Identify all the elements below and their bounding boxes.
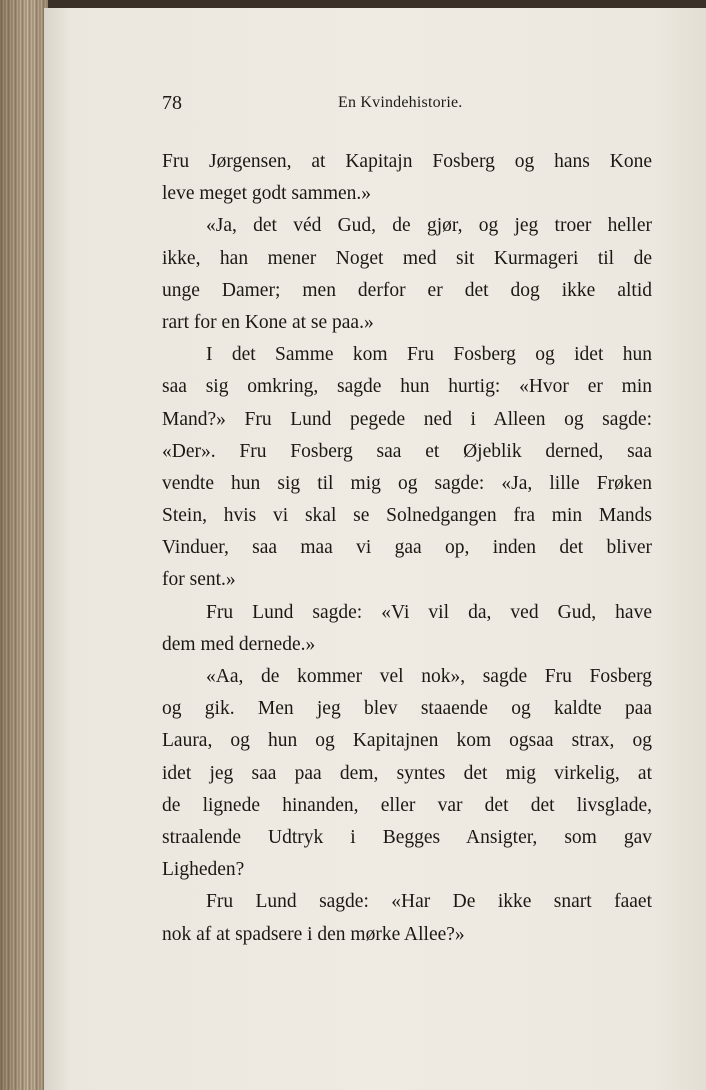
running-head: En Kvindehistorie. <box>338 94 463 111</box>
text-line: dem med dernede.» <box>162 633 316 655</box>
text-line: leve meget godt sammen.» <box>162 183 372 205</box>
book-page-edges-shading <box>0 0 48 1090</box>
text-line: rart for en Kone at se paa.» <box>162 311 374 333</box>
text-line: Stein, hvis vi skal se Solnedgangen fra min Mands <box>162 505 652 527</box>
text-line: Laura, og hun og Kapitajnen kom ogsaa strax, og <box>162 730 652 752</box>
text-line: saa sig omkring, sagde hun hurtig: «Hvor er min <box>162 376 652 398</box>
text-line: straalende Udtryk i Begges Ansigter, som gav <box>162 826 652 848</box>
text-line: Mand?» Fru Lund pegede ned i Alleen og sagde: <box>162 408 652 430</box>
text-line: vendte hun sig til mig og sagde: «Ja, lille Frøken <box>162 472 652 494</box>
text-line: unge Damer; men derfor er det dog ikke altid <box>162 279 652 301</box>
body-text <box>162 146 652 951</box>
text-line: idet jeg saa paa dem, syntes det mig virkelig, at <box>162 762 652 784</box>
text-line: «Aa, de kommer vel nok», sagde Fru Fosberg <box>206 666 652 687</box>
text-line: ikke, han mener Noget med sit Kurmageri til de <box>162 247 652 269</box>
text-line: nok af at spadsere i den mørke Allee?» <box>162 923 465 945</box>
text-line: I det Samme kom Fru Fosberg og idet hun <box>206 344 652 366</box>
text-line: Vinduer, saa maa vi gaa op, inden det bliver <box>162 537 652 559</box>
page-header <box>162 92 652 116</box>
text-line: «Der». Fru Fosberg saa et Øjeblik derned, saa <box>162 440 652 462</box>
text-line: for sent.» <box>162 569 236 591</box>
text-line: de lignede hinanden, eller var det det livsglade, <box>162 794 652 816</box>
page-number: 78 <box>162 92 182 114</box>
text-line: «Ja, det véd Gud, de gjør, og jeg troer heller <box>206 215 652 237</box>
text-line: og gik. Men jeg blev staaende og kaldte paa <box>162 698 652 720</box>
text-line: Ligheden? <box>162 859 245 881</box>
text-line: Fru Lund sagde: «Har De ikke snart faaet <box>206 891 652 913</box>
text-line: Fru Jørgensen, at Kapitajn Fosberg og hans Kone <box>162 151 652 172</box>
text-line: Fru Lund sagde: «Vi vil da, ved Gud, have <box>206 601 652 623</box>
